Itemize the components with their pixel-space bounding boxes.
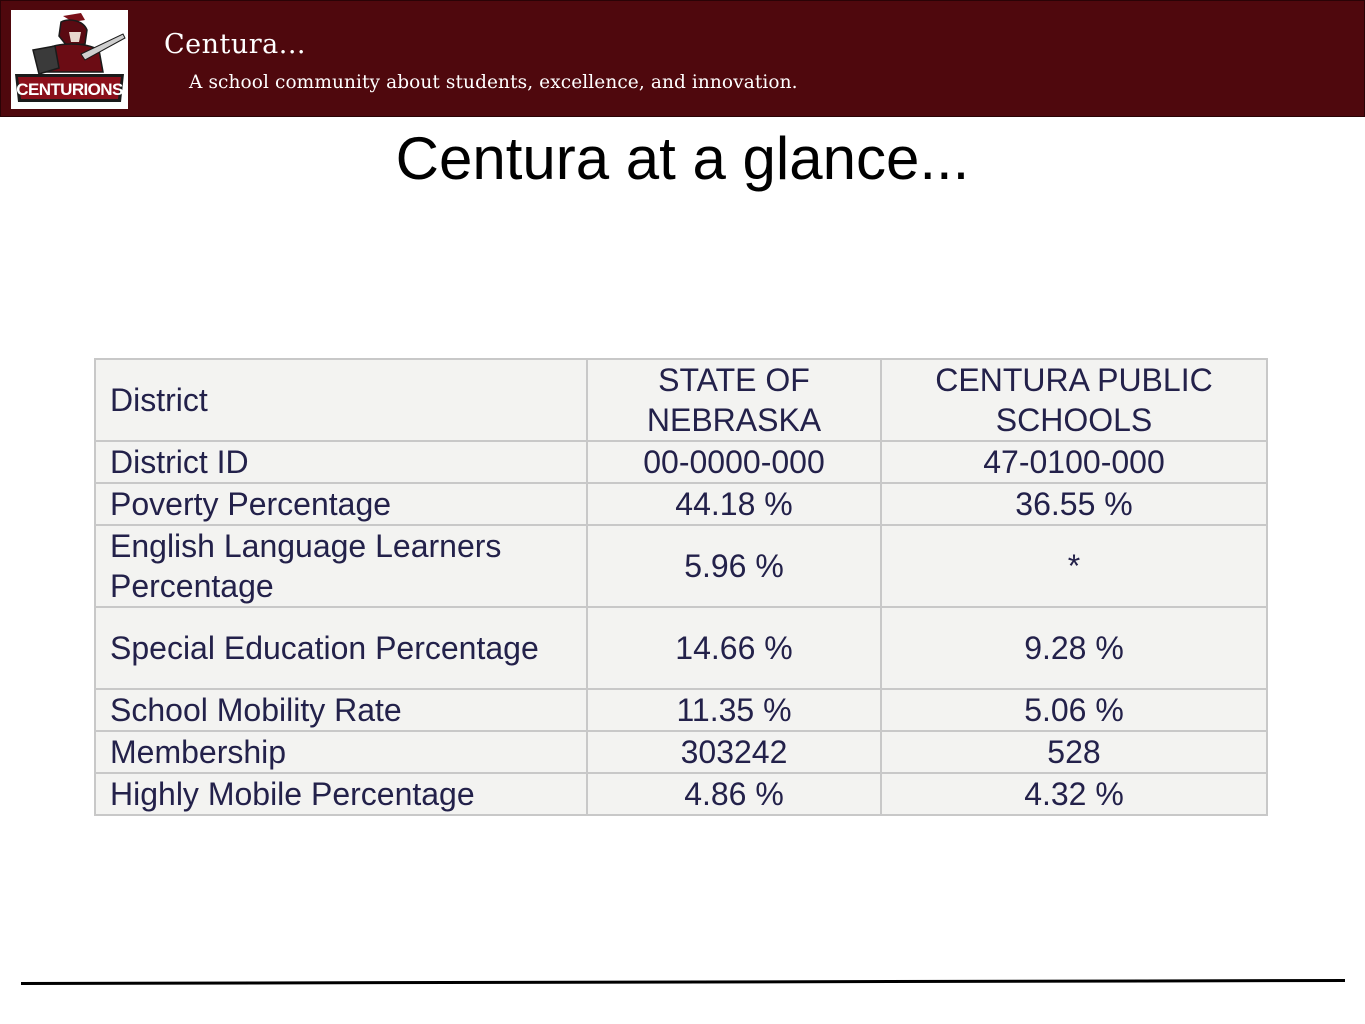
centura-value: 528 — [881, 731, 1267, 773]
row-label: Poverty Percentage — [95, 483, 587, 525]
centura-value: 5.06 % — [881, 689, 1267, 731]
column-header-state: STATE OF NEBRASKA — [587, 359, 881, 441]
table-row — [95, 731, 1267, 773]
table-row — [95, 689, 1267, 731]
centura-value: * — [881, 525, 1267, 607]
table-header-row — [95, 359, 1267, 441]
table-row — [95, 441, 1267, 483]
logo-wordmark: CENTURIONS — [16, 80, 123, 99]
header-banner — [0, 0, 1365, 117]
table-row — [95, 525, 1267, 607]
state-value: 00-0000-000 — [587, 441, 881, 483]
column-header-district: District — [95, 359, 587, 441]
centurion-mascot-icon — [11, 10, 128, 109]
table-row — [95, 483, 1267, 525]
state-value: 44.18 % — [587, 483, 881, 525]
centura-value: 36.55 % — [881, 483, 1267, 525]
centura-value: 4.32 % — [881, 773, 1267, 815]
table-row — [95, 607, 1267, 689]
row-label: Special Education Percentage — [95, 607, 587, 689]
row-label: District ID — [95, 441, 587, 483]
state-value: 303242 — [587, 731, 881, 773]
row-label: English Language Learners Percentage — [95, 525, 587, 607]
district-comparison-table — [94, 358, 1268, 816]
table-row — [95, 773, 1267, 815]
tagline: A school community about students, excellence, and innovation. — [189, 72, 798, 93]
state-value: 4.86 % — [587, 773, 881, 815]
state-value: 11.35 % — [587, 689, 881, 731]
state-value: 5.96 % — [587, 525, 881, 607]
column-header-centura: CENTURA PUBLIC SCHOOLS — [881, 359, 1267, 441]
state-value: 14.66 % — [587, 607, 881, 689]
brand-name: Centura... — [164, 29, 307, 60]
row-label: Highly Mobile Percentage — [95, 773, 587, 815]
centura-value: 47-0100-000 — [881, 441, 1267, 483]
row-label: Membership — [95, 731, 587, 773]
page-title: Centura at a glance... — [395, 125, 970, 192]
centurions-logo — [11, 10, 128, 109]
row-label: School Mobility Rate — [95, 689, 587, 731]
centura-value: 9.28 % — [881, 607, 1267, 689]
footer-divider — [21, 979, 1345, 985]
